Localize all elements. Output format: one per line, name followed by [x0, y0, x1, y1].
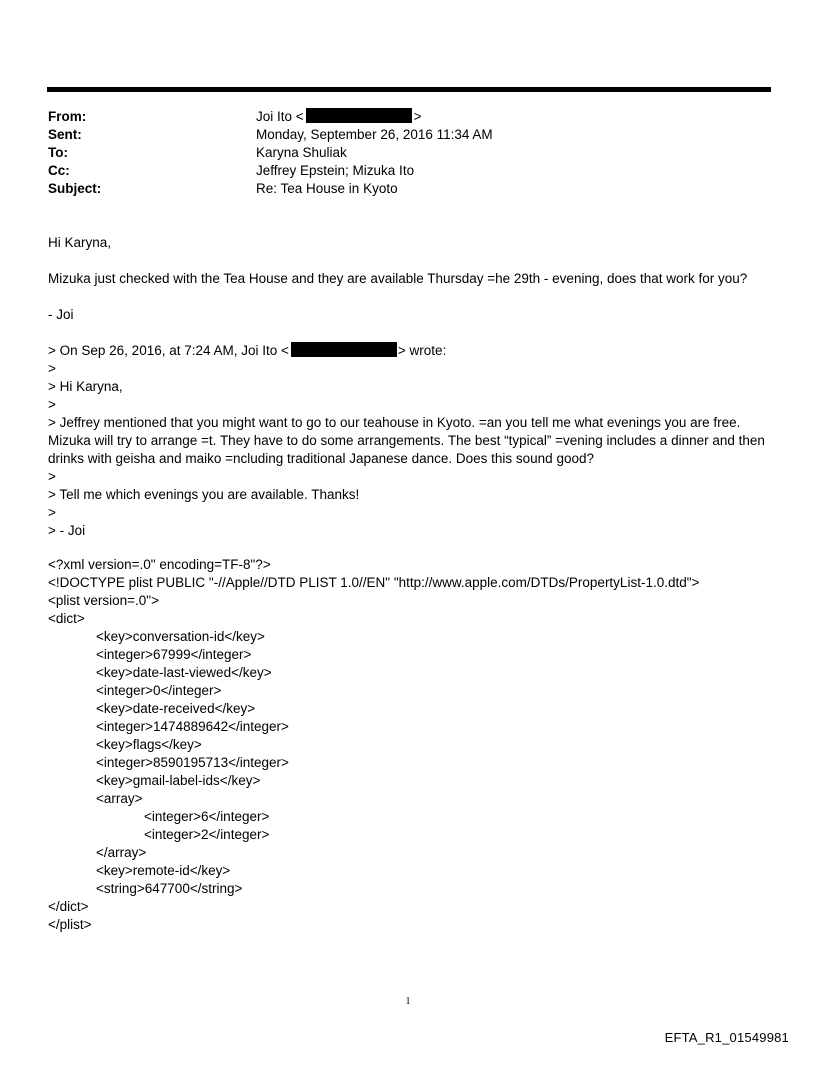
from-row [48, 108, 493, 126]
cc-label: Cc: [48, 163, 70, 178]
plist-xml [48, 556, 699, 934]
email-header [48, 108, 493, 198]
xml-line: <integer>2</integer> [144, 827, 270, 842]
from-value [256, 108, 422, 126]
xml-line: <integer>6</integer> [144, 809, 270, 824]
sent-label: Sent: [48, 127, 82, 142]
xml-dict-open: <dict> [48, 611, 85, 626]
from-name: Joi Ito < [256, 109, 304, 124]
quote-tell: > Tell me which evenings you are available. Thanks! [48, 487, 360, 502]
quote-blank: > [48, 361, 56, 376]
page-number: 1 [405, 996, 411, 1007]
quote-blank: > [48, 397, 56, 412]
document-id: EFTA_R1_01549981 [664, 1030, 789, 1045]
xml-line: <integer>0</integer> [96, 683, 222, 698]
quote-paragraph: > Jeffrey mentioned that you might want to go to our teahouse in Kyoto. =an you tell me what evenings you are free. Mizuka will try to arrange =t. They have to do some arrangements. The best “typical” =vening includes a dinner and then drinks with geisha and maiko =ncluding traditional Japanese dance. Does this sound good? [48, 415, 765, 466]
xml-plist-close: </plist> [48, 917, 92, 932]
from-close: > [413, 109, 422, 124]
xml-dict-close: </dict> [48, 899, 89, 914]
subject-row [48, 180, 493, 198]
to-label: To: [48, 145, 68, 160]
sent-value: Monday, September 26, 2016 11:34 AM [256, 127, 493, 142]
xml-line: <key>date-last-viewed</key> [96, 665, 272, 680]
quote-intro-post: > wrote: [397, 343, 447, 358]
subject-label: Subject: [48, 181, 102, 196]
to-row [48, 144, 493, 162]
xml-line: <key>flags</key> [96, 737, 202, 752]
subject-value: Re: Tea House in Kyoto [256, 181, 398, 196]
quote-blank: > [48, 505, 56, 520]
xml-line: <integer>1474889642</integer> [96, 719, 289, 734]
email-body [48, 234, 778, 540]
xml-doctype: <!DOCTYPE plist PUBLIC "-//Apple//DTD PLIST 1.0//EN" "http://www.apple.com/DTDs/PropertyList-1.0.dtd"> [48, 575, 700, 590]
xml-line: <key>conversation-id</key> [96, 629, 265, 644]
cc-value: Jeffrey Epstein; Mizuka Ito [256, 163, 415, 178]
cc-row [48, 162, 493, 180]
quote-greeting: > Hi Karyna, [48, 379, 123, 394]
from-label: From: [48, 109, 87, 124]
quote-intro [48, 342, 778, 360]
signoff: - Joi [48, 307, 74, 322]
greeting: Hi Karyna, [48, 235, 112, 250]
xml-line: <key>remote-id</key> [96, 863, 231, 878]
xml-line: <string>647700</string> [96, 881, 243, 896]
quote-intro-pre: > On Sep 26, 2016, at 7:24 AM, Joi Ito < [48, 343, 289, 358]
header-rule [47, 87, 771, 92]
redaction-box [291, 342, 397, 357]
xml-line: <key>date-received</key> [96, 701, 256, 716]
xml-line: </array> [96, 845, 147, 860]
message-text: Mizuka just checked with the Tea House and they are available Thursday =he 29th - evening, does that work for you? [48, 271, 748, 286]
xml-line: <array> [96, 791, 143, 806]
xml-line: <integer>8590195713</integer> [96, 755, 289, 770]
to-value: Karyna Shuliak [256, 145, 347, 160]
xml-line: <key>gmail-label-ids</key> [96, 773, 261, 788]
redaction-box [306, 108, 412, 123]
quote-blank: > [48, 469, 56, 484]
xml-plist-open: <plist version=.0"> [48, 593, 159, 608]
sent-row [48, 126, 493, 144]
xml-line: <integer>67999</integer> [96, 647, 252, 662]
quote-signoff: > - Joi [48, 523, 86, 538]
xml-declaration: <?xml version=.0" encoding=TF-8"?> [48, 557, 271, 572]
